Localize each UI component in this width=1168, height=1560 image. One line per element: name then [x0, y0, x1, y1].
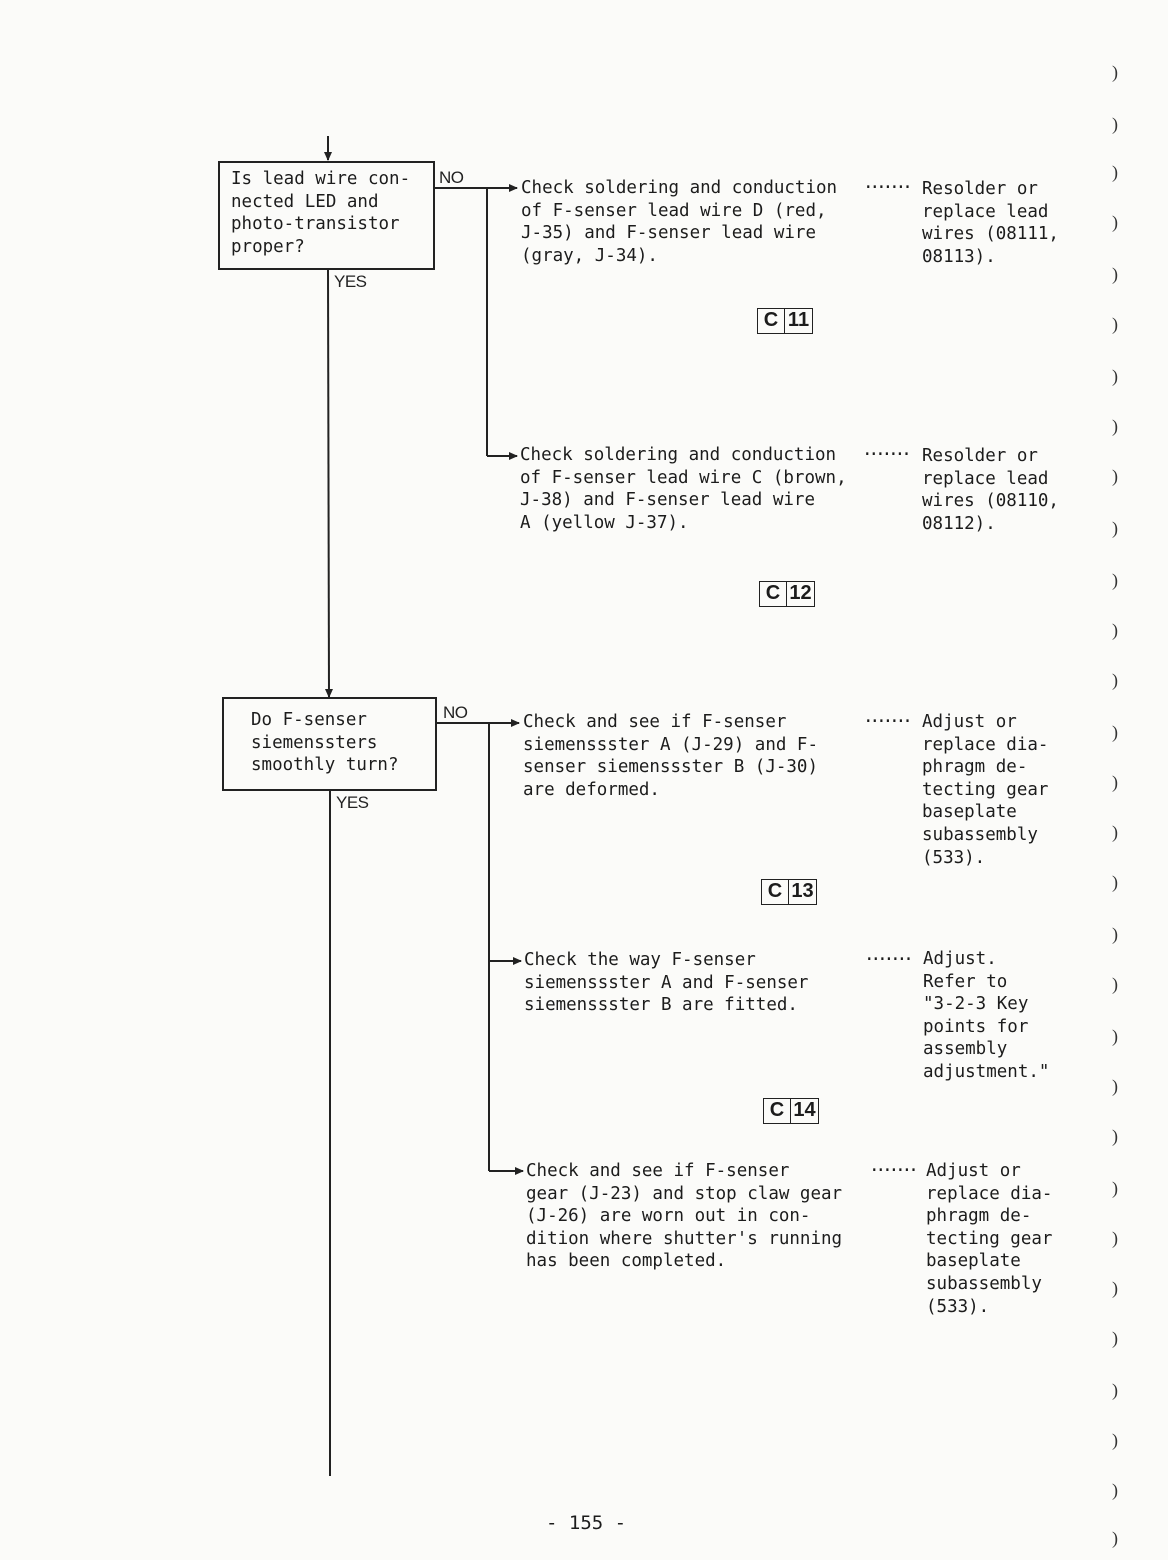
remedy-text-c13: Adjust or replace dia- phragm de- tecting gear baseplate subassembly (533).	[922, 712, 1049, 868]
binding-mark: )	[1112, 1380, 1118, 1400]
code-tag-c11	[757, 308, 813, 334]
binding-mark: )	[1112, 1430, 1118, 1450]
binding-mark: )	[1112, 670, 1118, 690]
binding-mark: )	[1112, 1328, 1118, 1348]
binding-mark: )	[1112, 416, 1118, 436]
code-number: 14	[793, 1099, 816, 1121]
leader-dots-gear-wear: ·······	[869, 1161, 915, 1181]
binding-mark: )	[1112, 1278, 1118, 1298]
binding-mark: )	[1112, 924, 1118, 944]
code-letter: C	[764, 1099, 791, 1123]
binding-mark: )	[1112, 466, 1118, 486]
binding-mark: )	[1112, 1528, 1118, 1548]
check-text-c12: Check soldering and conduction of F-senser lead wire C (brown, J-38) and F-senser lead wire A (yellow J-37).	[520, 445, 847, 533]
remedy-text-c11: Resolder or replace lead wires (08111, 08113).	[922, 179, 1059, 267]
yes-connector-1	[328, 269, 329, 697]
leader-dots-c14: ·······	[864, 950, 910, 970]
binding-mark: )	[1112, 314, 1118, 334]
binding-mark: )	[1112, 518, 1118, 538]
code-letter: C	[758, 309, 785, 333]
binding-mark: )	[1112, 1228, 1118, 1248]
no-label-1: NO	[439, 168, 464, 187]
binding-mark: )	[1112, 1178, 1118, 1198]
yes-label-1: YES	[334, 272, 367, 291]
check-text-gear-wear: Check and see if F-senser gear (J-23) and stop claw gear (J-26) are worn out in con- dition where shutter's running has been completed.	[526, 1161, 843, 1272]
binding-mark: )	[1112, 1026, 1118, 1046]
yes-label-2: YES	[336, 793, 369, 812]
remedy-text-c12: Resolder or replace lead wires (08110, 08112).	[922, 446, 1059, 534]
remedy-text-c14: Adjust. Refer to "3-2-3 Key points for assembly adjustment."	[923, 949, 1050, 1082]
binding-mark: )	[1112, 212, 1118, 232]
binding-mark: )	[1112, 872, 1118, 892]
decision-question-lead-wire: Is lead wire con- nected LED and photo-transistor proper?	[231, 169, 411, 257]
code-number: 13	[791, 880, 814, 902]
binding-mark: )	[1112, 62, 1118, 82]
code-number: 12	[789, 582, 812, 604]
leader-dots-c13: ·······	[863, 712, 909, 732]
binding-mark: )	[1112, 772, 1118, 792]
code-letter: C	[762, 880, 789, 904]
check-text-c13: Check and see if F-senser siemenssster A (J-29) and F- senser siemenssster B (J-30) are deformed.	[523, 712, 819, 800]
binding-mark: )	[1112, 114, 1118, 134]
binding-mark: )	[1112, 1076, 1118, 1096]
decision-question-siemenssters: Do F-senser siemenssters smoothly turn?	[251, 710, 399, 776]
leader-dots-c12: ·······	[862, 445, 908, 465]
binding-mark: )	[1112, 162, 1118, 182]
binding-mark: )	[1112, 620, 1118, 640]
check-text-c14: Check the way F-senser siemenssster A and F-senser siemenssster B are fitted.	[524, 950, 809, 1016]
remedy-text-gear-wear: Adjust or replace dia- phragm de- tecting gear baseplate subassembly (533).	[926, 1161, 1053, 1317]
no-label-2: NO	[443, 703, 468, 722]
check-text-c11: Check soldering and conduction of F-senser lead wire D (red, J-35) and F-senser lead wire (gray, J-34).	[521, 178, 838, 266]
binding-mark: )	[1112, 974, 1118, 994]
binding-mark: )	[1112, 264, 1118, 284]
code-number: 11	[787, 309, 810, 331]
binding-mark: )	[1112, 366, 1118, 386]
code-tag-c12	[759, 581, 815, 607]
leader-dots-c11: ·······	[863, 178, 909, 198]
code-tag-c14	[763, 1098, 819, 1124]
code-tag-c13	[761, 879, 817, 905]
code-letter: C	[760, 582, 787, 606]
binding-mark: )	[1112, 1480, 1118, 1500]
binding-mark: )	[1112, 822, 1118, 842]
binding-mark: )	[1112, 722, 1118, 742]
binding-mark: )	[1112, 1126, 1118, 1146]
page-number: - 155 -	[546, 1512, 627, 1534]
binding-mark: )	[1112, 570, 1118, 590]
